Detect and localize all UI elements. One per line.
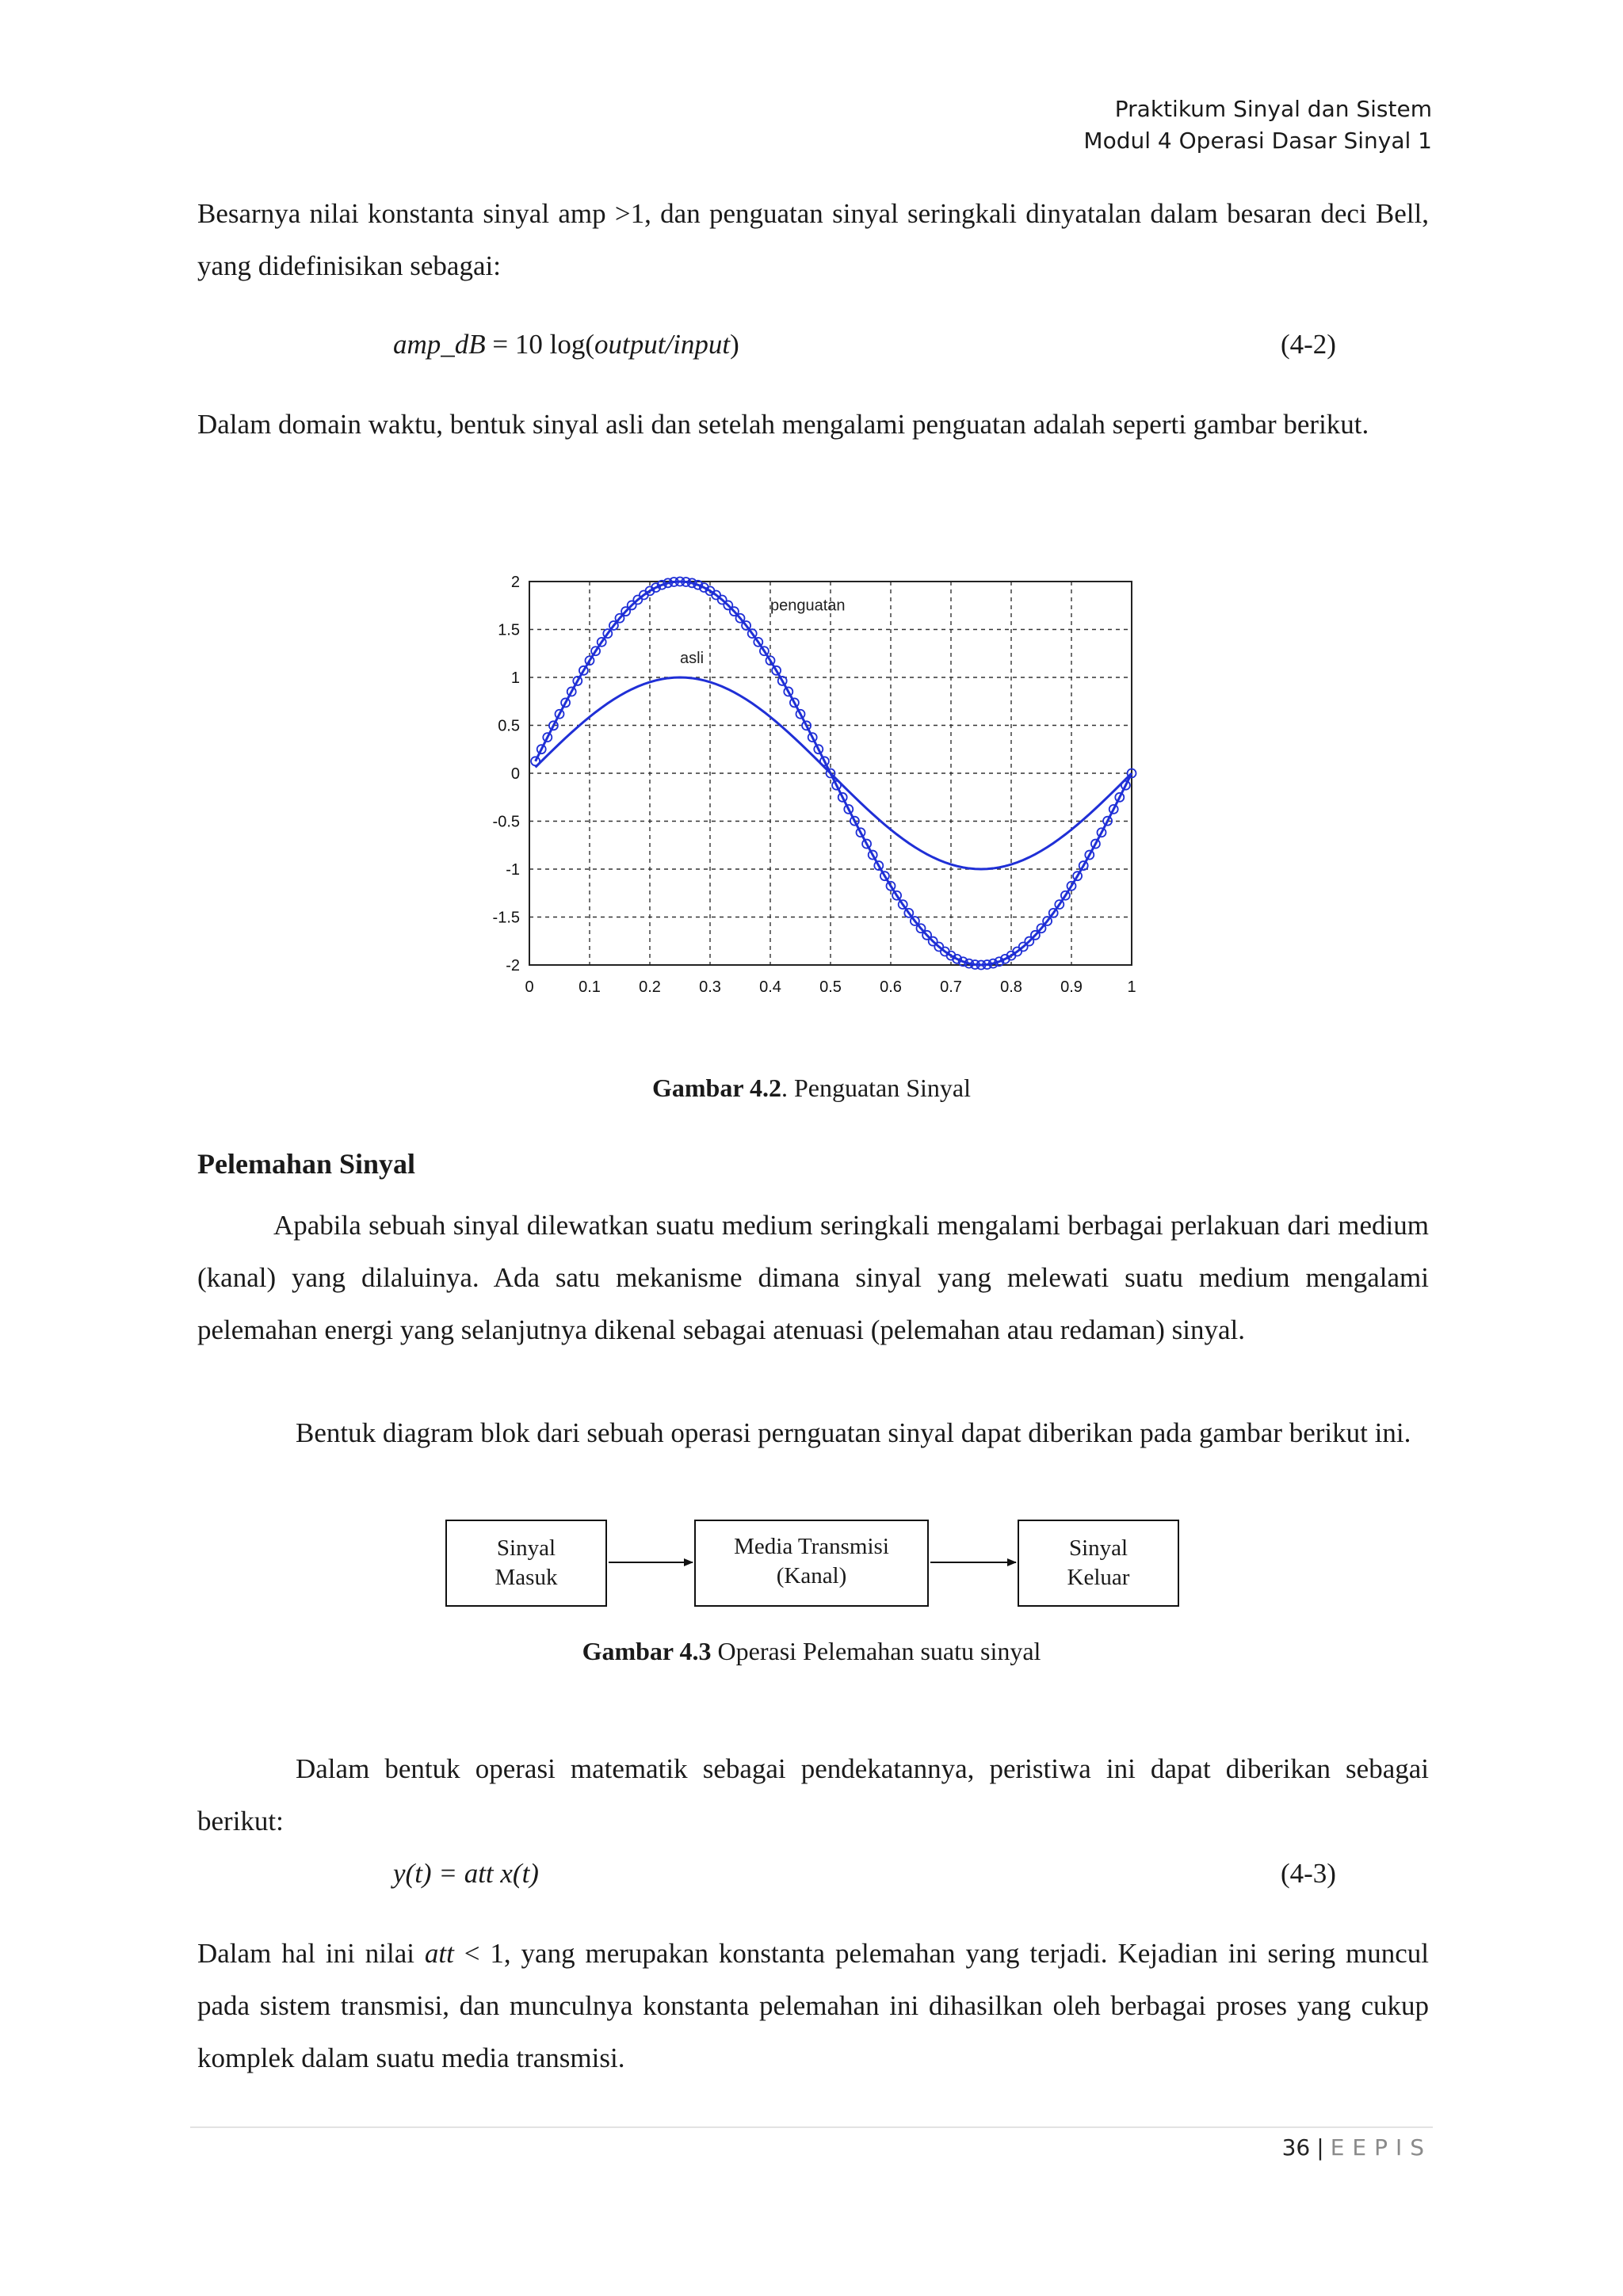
paragraph-time-domain: Dalam domain waktu, bentuk sinyal asli dan setelah mengalami penguatan adalah seperti gambar berikut. (197, 409, 1369, 440)
y-tick-label: 1 (510, 669, 520, 687)
equation-attenuation (393, 1854, 539, 1894)
block-sinyal-keluar-line1: Sinyal (1068, 1535, 1128, 1561)
page-number: 36 (1281, 2134, 1311, 2161)
y-tick-label: 2 (510, 574, 520, 591)
x-tick-label: 0.5 (819, 978, 842, 996)
footer-separator: | (1316, 2134, 1324, 2161)
equation-amp-db-end: ) (730, 329, 739, 360)
y-tick-label: -2 (506, 957, 520, 974)
paragraph-pelemahan: Apabila sebuah sinyal dilewatkan suatu medium seringkali mengalami berbagai perlakuan dari medium (kanal) yang dilaluinya. Ada satu mekanisme dimana sinyal yang melewati suatu medium mengalami pelemahan energi yang selanjutnya dikenal sebagai atenuasi (pelemahan atau redaman) sinyal. (197, 1210, 1429, 1345)
footer-divider (190, 2126, 1433, 2128)
page-header (1083, 93, 1432, 157)
equation-number-4-3: (4-3) (1281, 1858, 1336, 1889)
page-footer (1282, 2134, 1432, 2161)
paragraph-att-constant-a: Dalam hal ini nilai (197, 1938, 425, 1969)
x-tick-label: 0.7 (940, 978, 962, 996)
y-tick-label: -1 (506, 861, 520, 879)
equation-amp-db-lhs: amp_dB (393, 329, 486, 360)
y-tick-label: 1.5 (498, 621, 520, 639)
equation-number-4-2: (4-2) (1281, 329, 1336, 360)
block-media-transmisi-line1: Media Transmisi (734, 1534, 889, 1559)
block-sinyal-keluar-line2: Keluar (1067, 1565, 1130, 1590)
block-sinyal-masuk (445, 1520, 607, 1607)
equation-attenuation-text: y(t) = att x(t) (393, 1858, 539, 1889)
figure-4-2-caption-text: . Penguatan Sinyal (781, 1074, 972, 1102)
figure-4-2-caption (0, 1074, 1623, 1103)
paragraph-math-operation: Dalam bentuk operasi matematik sebagai pendekatannya, peristiwa ini dapat diberikan sebagai berikut: (197, 1753, 1429, 1836)
y-tick-label: 0 (510, 765, 520, 783)
paragraph-att-constant (197, 1928, 1429, 2084)
chart-penguatan-sinyal (431, 532, 1211, 1025)
x-tick-label: 0.8 (1000, 978, 1022, 996)
paragraph-block-diagram-intro: Bentuk diagram blok dari sebuah operasi pernguatan sinyal dapat diberikan pada gambar berikut ini. (296, 1417, 1411, 1448)
block-media-transmisi-line2: (Kanal) (776, 1563, 847, 1589)
block-sinyal-masuk-line2: Masuk (495, 1565, 558, 1590)
annotation-asli: asli (680, 649, 705, 667)
x-tick-label: 0.3 (699, 978, 721, 996)
chart-svg (431, 532, 1211, 1025)
paragraph-amp-intro: Besarnya nilai konstanta sinyal amp >1, dan penguatan sinyal seringkali dinyatalan dalam besaran deci Bell, yang didefinisikan sebagai: (197, 198, 1429, 281)
x-tick-label: 0 (525, 978, 534, 996)
block-sinyal-masuk-line1: Sinyal (496, 1535, 556, 1561)
paragraph-att-constant-c: < 1, yang merupakan konstanta pelemahan yang terjadi. Kejadian ini sering muncul pada sistem transmisi, dan munculnya konstanta pelemahan ini dihasilkan oleh berbagai proses yang cukup komplek dalam suatu media transmisi. (197, 1938, 1429, 2073)
paragraph-att-constant-var: att (424, 1938, 454, 1969)
header-module-title: Modul 4 Operasi Dasar Sinyal 1 (1083, 128, 1432, 154)
x-tick-label: 0.6 (880, 978, 902, 996)
figure-4-3-caption-text: Operasi Pelemahan suatu sinyal (711, 1637, 1041, 1665)
figure-4-3-caption (0, 1637, 1623, 1666)
header-course-title: Praktikum Sinyal dan Sistem (1114, 96, 1432, 122)
y-tick-label: -1.5 (492, 909, 520, 927)
x-tick-label: 1 (1127, 978, 1136, 996)
equation-amp-db-mid: = 10 log( (485, 329, 595, 360)
figure-4-3-caption-label: Gambar 4.3 (582, 1637, 712, 1665)
y-tick-label: -0.5 (492, 813, 520, 831)
x-tick-label: 0.2 (639, 978, 661, 996)
block-media-transmisi (694, 1520, 929, 1607)
footer-org: EEPIS (1330, 2134, 1432, 2161)
x-tick-label: 0.4 (759, 978, 781, 996)
section-title-pelemahan: Pelemahan Sinyal (197, 1148, 416, 1180)
annotation-penguatan: penguatan (770, 597, 846, 615)
figure-4-2-caption-label: Gambar 4.2 (651, 1074, 781, 1102)
equation-amp-db-arg: output/input (594, 329, 731, 360)
x-tick-label: 0.1 (579, 978, 601, 996)
x-tick-label: 0.9 (1060, 978, 1083, 996)
y-tick-label: 0.5 (498, 717, 520, 735)
block-sinyal-keluar (1018, 1520, 1179, 1607)
equation-amp-db (393, 325, 739, 364)
